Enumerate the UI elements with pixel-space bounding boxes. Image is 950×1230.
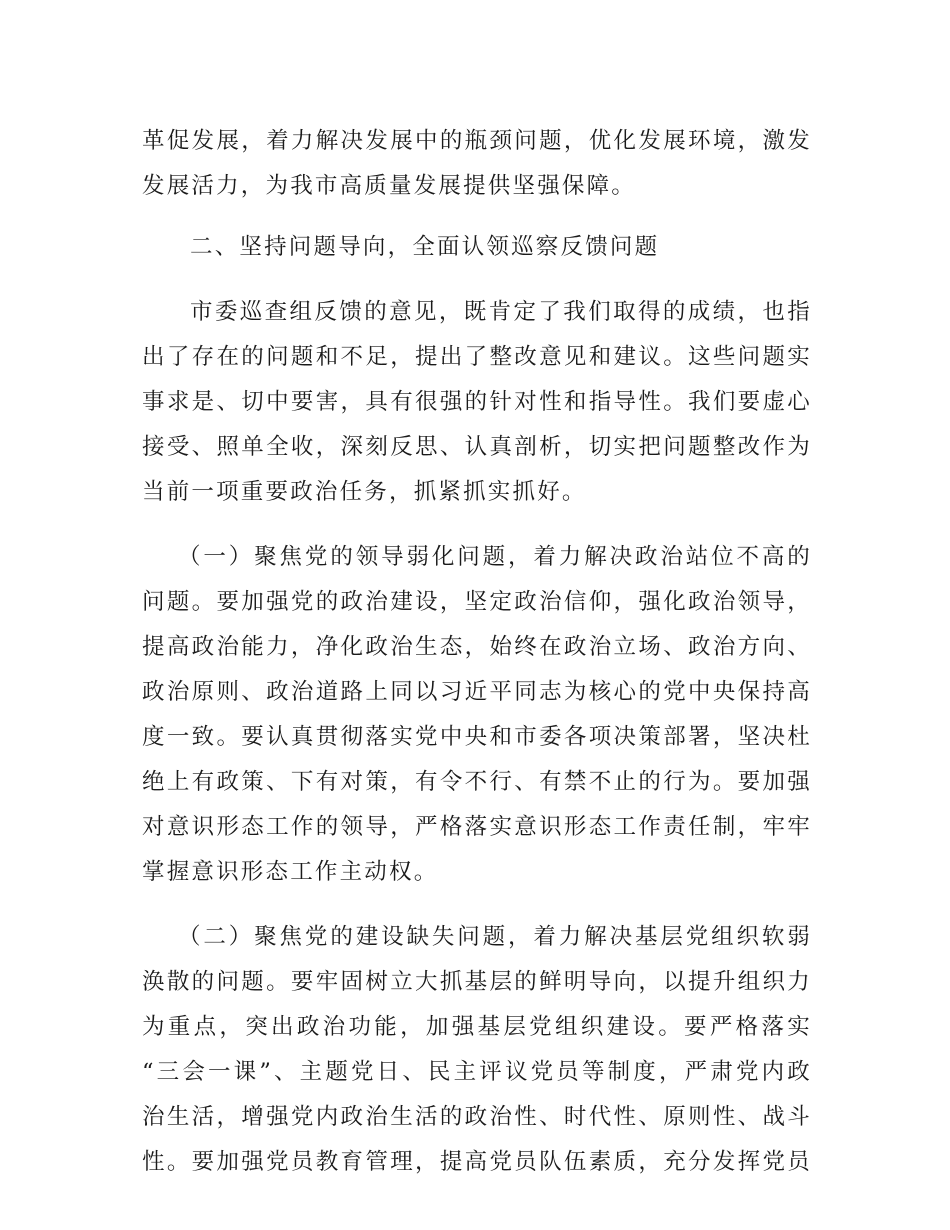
text-line: 性。要加强党员教育管理，提高党员队伍素质，充分发挥党员 [142,1149,812,1175]
text-line: 对意识形态工作的领导，严格落实意识形态工作责任制，牢牢 [142,814,812,840]
text-line: 发展活力，为我市高质量发展提供坚强保障。 [142,173,637,199]
text-line: 为重点，突出政治功能，加强基层党组织建设。要严格落实 [142,1014,812,1040]
text-line: 问题。要加强党的政治建设，坚定政治信仰，强化政治领导， [142,589,812,615]
text-line: 事求是、切中要害，具有很强的针对性和指导性。我们要虚心 [142,389,812,415]
document-body [142,119,812,1185]
text-line: 接受、照单全收，深刻反思、认真剖析，切实把问题整改作为 [142,434,812,460]
text-line: 革促发展，着力解决发展中的瓶颈问题，优化发展环境，激发 [142,128,812,154]
text-line: 绝上有政策、下有对策，有令不行、有禁不止的行为。要加强 [142,769,812,795]
text-line: 涣散的问题。要牢固树立大抓基层的鲜明导向，以提升组织力 [142,969,812,995]
text-line: 政治原则、政治道路上同以习近平同志为核心的党中央保持高 [142,679,812,705]
section-heading: 二、坚持问题导向，全面认领巡察反馈问题 [190,234,660,260]
paragraph-subsection-1 [142,535,812,895]
text-line: 掌握意识形态工作主动权。 [142,859,439,885]
paragraph [142,290,812,515]
text-line: （二）聚焦党的建设缺失问题，着力解决基层党组织软弱 [178,924,812,950]
text-line: 治生活，增强党内政治生活的政治性、时代性、原则性、战斗 [142,1104,812,1130]
paragraph-continuation [142,119,812,209]
text-line: “三会一课”、主题党日、民主评议党员等制度，严肃党内政 [142,1059,812,1085]
text-line: 提高政治能力，净化政治生态，始终在政治立场、政治方向、 [142,634,812,660]
text-line: 出了存在的问题和不足，提出了整改意见和建议。这些问题实 [142,344,812,370]
text-line: （一）聚焦党的领导弱化问题，着力解决政治站位不高的 [178,544,812,570]
text-line: 当前一项重要政治任务，抓紧抓实抓好。 [142,479,587,505]
text-line: 度一致。要认真贯彻落实党中央和市委各项决策部署，坚决杜 [142,724,812,750]
text-line: 市委巡查组反馈的意见，既肯定了我们取得的成绩，也指 [190,299,812,325]
paragraph-subsection-2 [142,915,812,1185]
